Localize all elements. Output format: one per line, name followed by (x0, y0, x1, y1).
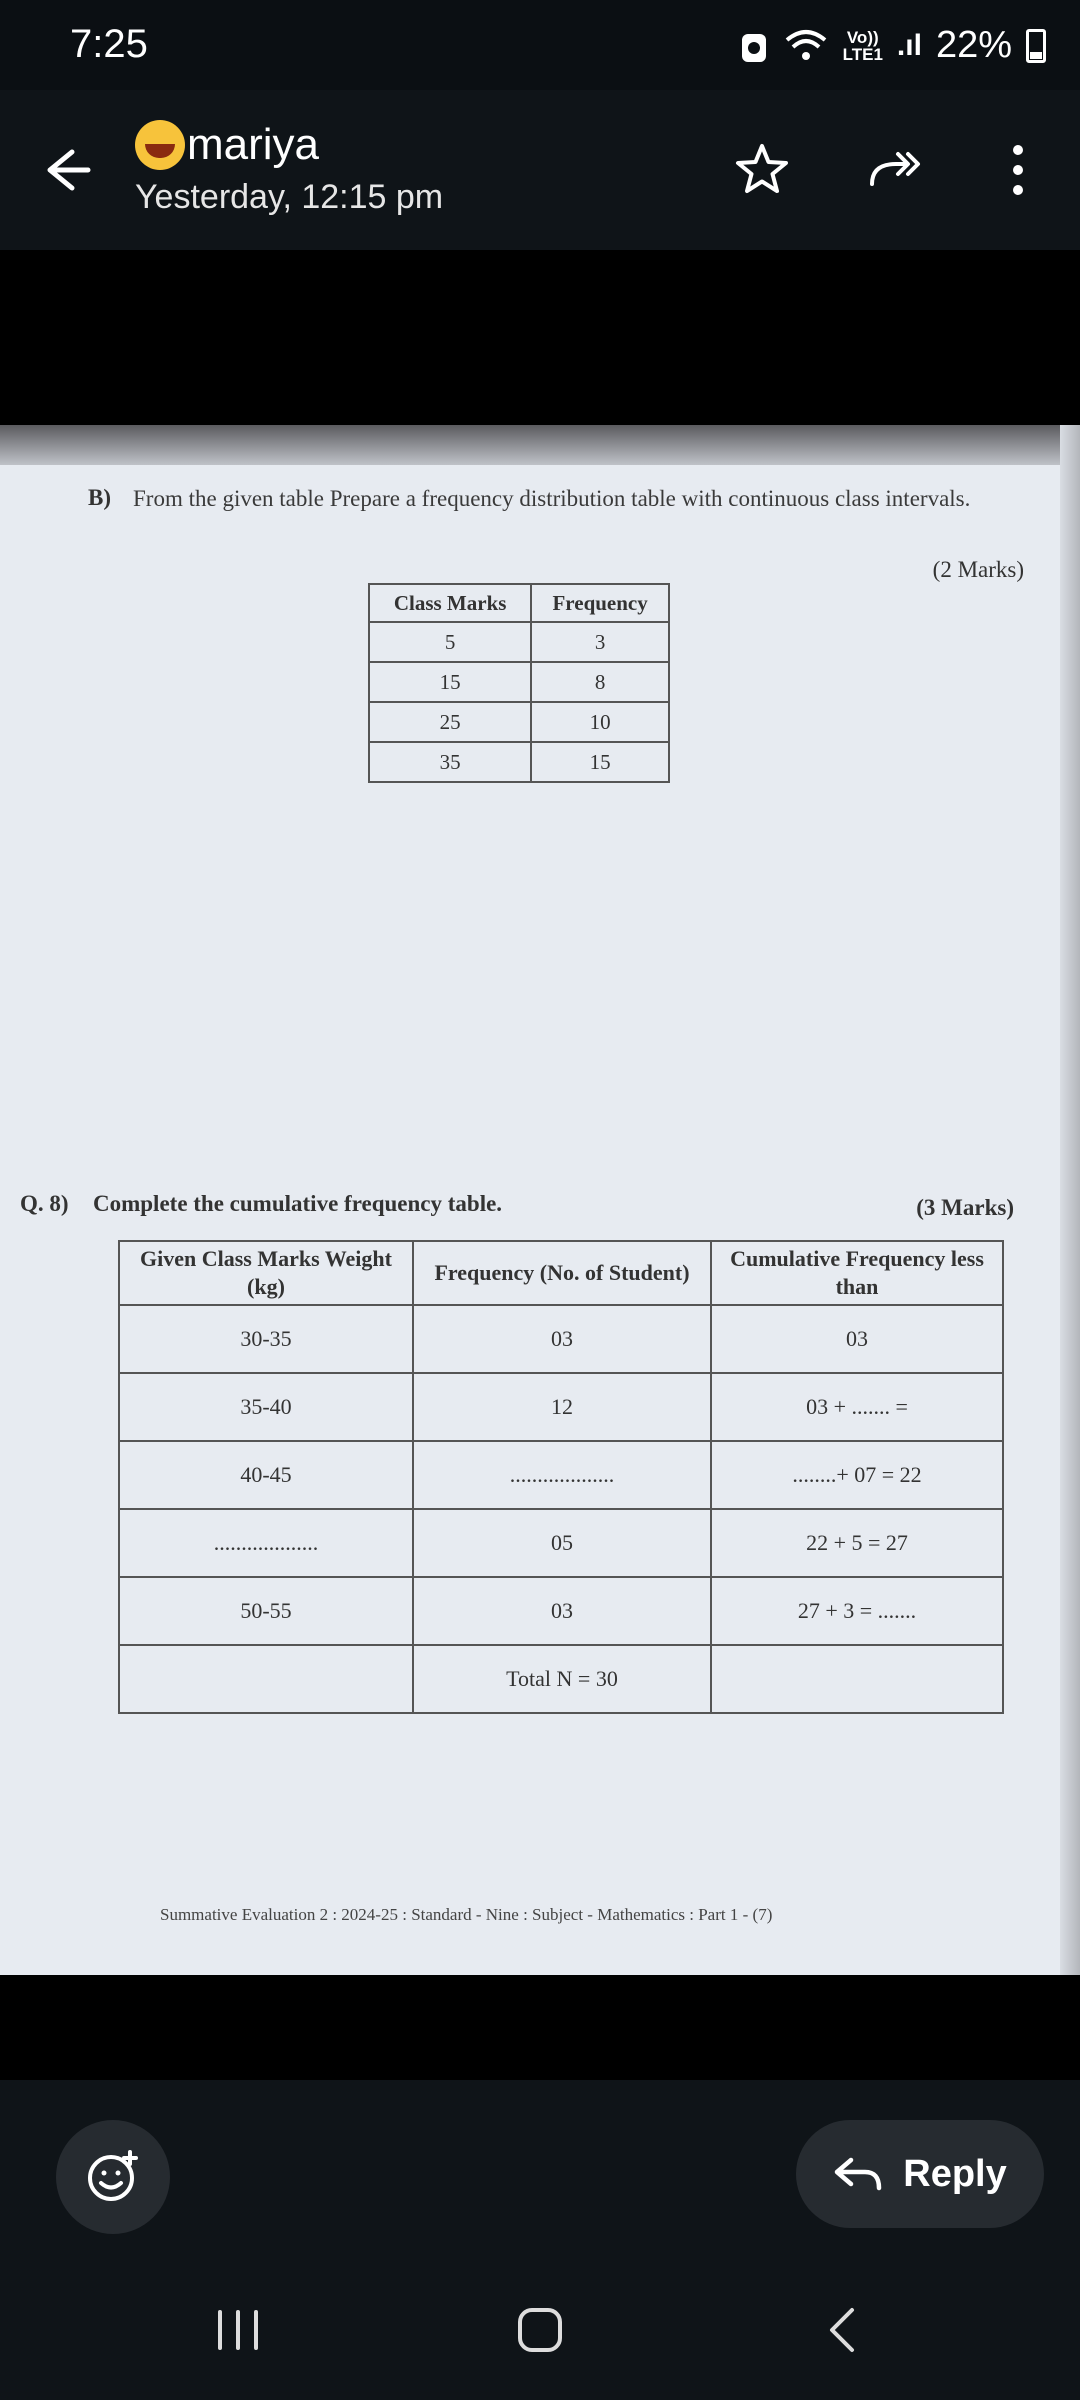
image-viewer[interactable] (0, 250, 1080, 2080)
status-bar (0, 0, 1080, 90)
table-row: 40-45 ................... ........+ 07 = 22 (119, 1441, 1003, 1509)
message-header (0, 90, 1080, 250)
table-row: 5 3 (369, 622, 669, 662)
table-row: 35 15 (369, 742, 669, 782)
table-header: Frequency (531, 584, 669, 622)
message-timestamp: Yesterday, 12:15 pm (135, 178, 444, 216)
bottom-bar (0, 2080, 1080, 2400)
question-8-text: Complete the cumulative frequency table. (93, 1191, 503, 1216)
back-arrow-icon[interactable] (36, 138, 100, 202)
laughing-emoji-icon (135, 120, 185, 170)
reply-label: Reply (903, 2152, 1007, 2195)
table-row: ................... 05 22 + 5 = 27 (119, 1509, 1003, 1577)
table-row: 50-55 03 27 + 3 = ....... (119, 1577, 1003, 1645)
star-icon[interactable] (732, 140, 792, 200)
table-row: 30-35 03 03 (119, 1305, 1003, 1373)
reply-button[interactable] (796, 2120, 1044, 2228)
table-row: Total N = 30 (119, 1645, 1003, 1713)
wifi-icon (783, 28, 829, 64)
cumulative-frequency-table (118, 1240, 1004, 1714)
reply-arrow-icon (833, 2154, 883, 2194)
status-icons (739, 24, 1046, 67)
sender-name: mariya (135, 120, 319, 170)
battery-icon (1026, 29, 1046, 63)
class-marks-table (368, 583, 670, 783)
question-8-marks: (3 Marks) (916, 1195, 1014, 1220)
signal-icon: .ıl (896, 28, 922, 62)
status-time: 7:25 (70, 22, 148, 66)
question-8-label: Q. 8) (20, 1191, 69, 1216)
bixby-icon (739, 28, 769, 64)
forward-icon[interactable] (866, 140, 926, 200)
question-b-marks: (2 Marks) (932, 557, 1024, 582)
table-row: 25 10 (369, 702, 669, 742)
lte-indicator: Vo)) LTE1 (842, 27, 883, 64)
more-options-icon[interactable] (988, 140, 1048, 200)
recent-apps-icon[interactable] (198, 2290, 278, 2370)
table-header: Frequency (No. of Student) (413, 1241, 711, 1305)
table-header: Class Marks (369, 584, 531, 622)
add-reaction-button[interactable] (56, 2120, 170, 2234)
table-row: 15 8 (369, 662, 669, 702)
table-header: Cumulative Frequency less than (711, 1241, 1003, 1305)
battery-percent: 22% (935, 24, 1012, 66)
question-b-label: B) (88, 485, 111, 510)
table-header: Given Class Marks Weight (kg) (119, 1241, 413, 1305)
paper-footer: Summative Evaluation 2 : 2024-25 : Standard - Nine : Subject - Mathematics : Part 1 - (7) (160, 1905, 773, 1924)
question-b-text: From the given table Prepare a frequency distribution table with continuous class intervals. (133, 486, 971, 511)
table-row: 35-40 12 03 + ....... = (119, 1373, 1003, 1441)
emoji-add-icon (56, 2120, 170, 2234)
nav-back-icon[interactable] (804, 2290, 884, 2370)
worksheet-photo (0, 425, 1080, 1975)
home-icon[interactable] (500, 2290, 580, 2370)
